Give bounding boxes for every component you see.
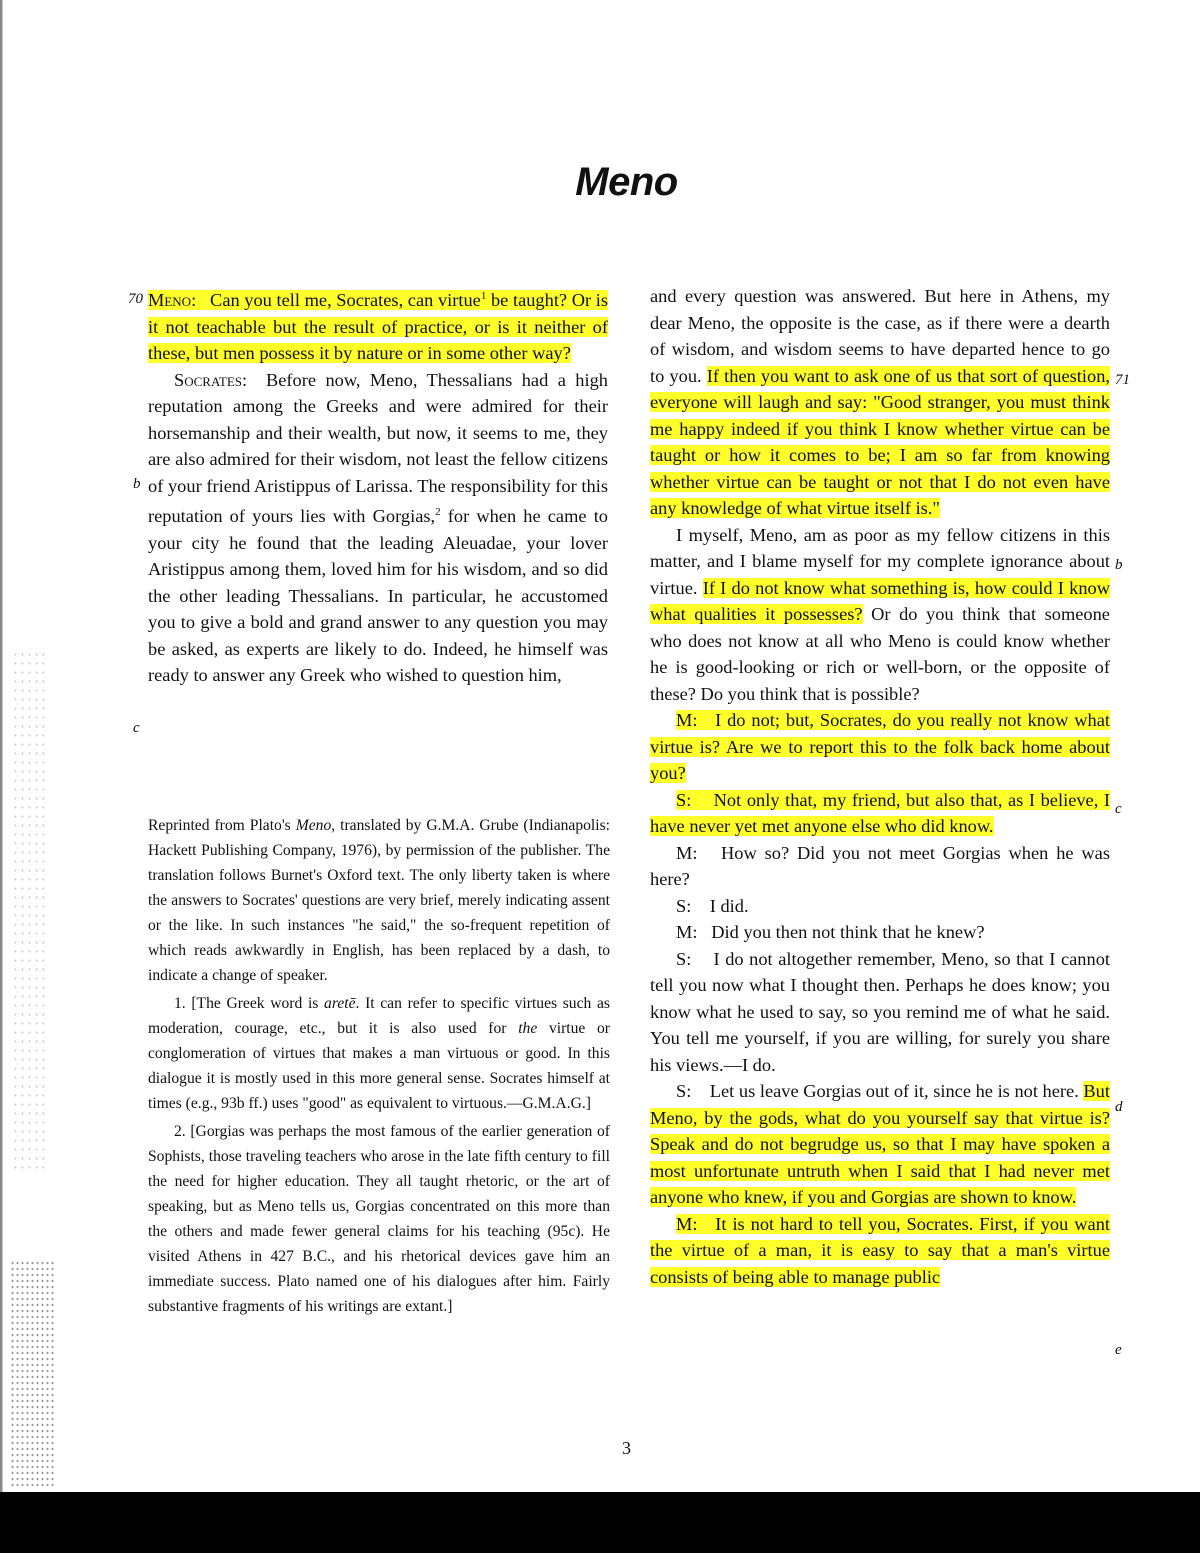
socrates-reply-text-cont: for when he came to your city he found that the leading Aleuadae, your lover Aristippus among them, loved him for his wisdom, and so did the other leading Thessalians. In particular, he accustomed you to give a bold and grand answer to any question you may be asked, as experts are likely to do. Indeed, he himself was ready to answer any Greek who wished to question him, <box>148 506 608 686</box>
speaker-m: M: <box>676 842 698 863</box>
dialogue-text: I do not altogether remember, Meno, so that I cannot tell you now what I thought then. Perhaps he does know; you know what he used to say, so you remind me of what he said. You tell me yourself, if you are willing, for surely you share his views.—I do. <box>650 948 1111 1075</box>
footnote-ref-1: 1 <box>480 290 487 302</box>
socrates-continued-paragraph <box>650 283 1110 522</box>
footnote-2-text: 2. [Gorgias was perhaps the most famous of the earlier generation of Sophists, those traveling teachers who arose in the late fifth century to fill the need for higher education. They all taught rhetoric, or the art of speaking, but as Meno tells us, Gorgias concentrated on this more than the others and made fewer general claims for his teaching (95c). He visited Athens in 427 <box>148 1123 610 1265</box>
speaker-m: M: <box>676 710 698 730</box>
dialogue-line-meno-1 <box>650 707 1110 787</box>
dialogue-line-socrates-3 <box>650 946 1110 1079</box>
speaker-s: S: <box>676 1081 692 1101</box>
margin-mark-70: 70 <box>128 291 143 307</box>
footnote-2 <box>148 1119 610 1319</box>
margin-mark-c-right: c <box>1115 801 1122 817</box>
dialogue-text: I did. <box>709 895 749 916</box>
speaker-m: M: <box>676 922 698 942</box>
dialogue-line-socrates-2 <box>650 893 1110 920</box>
virtue-term: virtue <box>437 290 481 311</box>
footnote-2-era: B.C. <box>302 1248 332 1265</box>
socrates-ignorance-text: I myself, Meno, am as poor as my fellow citizens in this matter, and I blame myself for my complete ignorance about virtue. <box>650 524 1110 598</box>
socrates-continued-text: and every question was answered. But here in Athens, my dear Meno, the opposite is the case, as if there were a dearth of wisdom, and wisdom seems to have departed hence to go to you. <box>650 286 1110 386</box>
dialogue-line-meno-4 <box>650 1211 1110 1291</box>
reprint-note <box>148 813 610 988</box>
footnotes-block <box>148 813 610 1322</box>
margin-mark-d-right: d <box>1115 1099 1123 1115</box>
dialogue-text: How so? Did you not meet Gorgias when he was here? <box>650 842 1111 889</box>
highlighted-passage-2: If I do not know what something is, how could I know what qualities it possesses? <box>650 577 1110 624</box>
footnote-1-greek: aretē <box>324 995 356 1012</box>
right-column <box>650 283 1110 1290</box>
margin-mark-71: 71 <box>1115 372 1130 388</box>
socrates-ignorance-paragraph <box>650 522 1110 708</box>
dialogue-line-meno-2 <box>650 840 1110 893</box>
reprint-note-text-cont: , translated by G.M.A. Grube (Indianapolis: Hackett Publishing Company, 1976), by permission of the publisher. The translation follows Burnet's Oxford text. The only liberty taken is where the answers to Socrates' questions are very brief, merely indicating assent or the like. In such instances "he said," the so-frequent repetition of which reads awkwardly in English, has been replaced by a dash, to indicate a change of speaker. <box>148 817 610 984</box>
dialogue-text: Did you then not think that he knew? <box>711 922 985 942</box>
speaker-s: S: <box>676 895 692 916</box>
highlighted-passage-1: If then you want to ask one of us that sort of question, everyone will laugh and say: "Good stranger, you must think me happy indeed if you think I know whether virtue can be taught or how it comes to be; I am so far from knowing whether virtue can be taught or not that I do not even have any knowledge of what virtue itself is." <box>650 365 1110 518</box>
scan-speckle-noise-upper <box>12 650 47 1170</box>
margin-mark-b-left: b <box>133 476 141 492</box>
page-title: Meno <box>575 160 678 204</box>
footnote-1-text-cont: . It can refer to specific virtues such as moderation, courage, etc., but it is also used for <box>148 995 610 1037</box>
speaker-meno: Meno: <box>148 290 197 311</box>
socrates-reply-paragraph <box>148 367 608 689</box>
reprint-note-title: Meno <box>295 817 332 834</box>
speaker-s: S: <box>676 789 692 810</box>
meno-opening-paragraph <box>148 283 608 367</box>
speaker-m: M: <box>676 1213 698 1234</box>
footnote-1 <box>148 991 610 1116</box>
scan-bottom-bar <box>0 1492 1200 1553</box>
dialogue-text: Let us leave Gorgias out of it, since he is not here. <box>709 1081 1079 1101</box>
footnote-1-text: 1. [The Greek word is <box>174 995 319 1012</box>
dialogue-line-socrates-4 <box>650 1078 1110 1211</box>
socrates-ignorance-text-cont: Or do you think that someone who does not know at all who Meno is could know whether he is good-looking or rich or well-born, or the opposite of these? Do you think that is possible? <box>650 604 1110 704</box>
left-column <box>148 283 608 689</box>
margin-mark-b-right: b <box>1115 557 1123 573</box>
highlighted-passage-6: It is not hard to tell you, Socrates. First, if you want the virtue of a man, it is easy to say that a man's virtue consists of being able to manage public <box>650 1213 1111 1287</box>
reprint-note-text: Reprinted from Plato's <box>148 817 291 834</box>
dialogue-line-meno-3 <box>650 919 1110 946</box>
margin-mark-e-right: e <box>1115 1342 1122 1358</box>
socrates-reply-text: Before now, Meno, Thessalians had a high reputation among the Greeks and were admired for their horsemanship and their wealth, but now, it seems to me, they are also admired for their wisdom, not least the fellow citizens of your friend Aristippus of Larissa. The responsibility for this reputation of yours lies with Gorgias, <box>148 369 608 527</box>
page-number: 3 <box>622 1438 631 1458</box>
highlighted-passage-5: But Meno, by the gods, what do you yourself say that virtue is? Speak and do not begrudge us, so that I may have spoken a most unfortunate untruth when I said that I had never met anyone who knew, if you and Gorgias are shown to know. <box>650 1081 1110 1207</box>
margin-mark-c-left: c <box>133 720 140 736</box>
dialogue-line-socrates-1 <box>650 787 1110 840</box>
scan-edge-shadow <box>0 0 8 1553</box>
speaker-socrates: Socrates: <box>174 369 248 390</box>
footnote-1-text-end: virtue or conglomeration of virtues that makes a man virtuous or good. In this dialogue it is mostly used in this more general sense. Socrates himself at times (e.g., 93b ff.) uses "good" as equivalent to virtuous.—G.M.A.G.] <box>148 1020 610 1112</box>
speaker-s: S: <box>676 948 692 969</box>
meno-question-part2: be taught? Or is it not teachable but the result of practice, or is it neither of these, but men possess it by nature or in some other way? <box>148 290 608 364</box>
highlighted-passage-3: I do not; but, Socrates, do you really not know what virtue is? Are we to report this to the folk back home about you? <box>650 710 1110 783</box>
footnote-ref-2: 2 <box>435 506 441 519</box>
footnote-1-emphasis: the <box>518 1020 538 1037</box>
highlighted-passage-4: Not only that, my friend, but also that, as I believe, I have never yet met anyone else who did know. <box>650 789 1111 836</box>
meno-question-part1: Can you tell me, Socrates, can <box>210 290 434 311</box>
footnote-2-text-cont: , and his rhetorical devices gave him an immediate success. Plato named one of his dialogues after him. Fairly substantive fragments of his writings are extant.] <box>148 1248 610 1315</box>
